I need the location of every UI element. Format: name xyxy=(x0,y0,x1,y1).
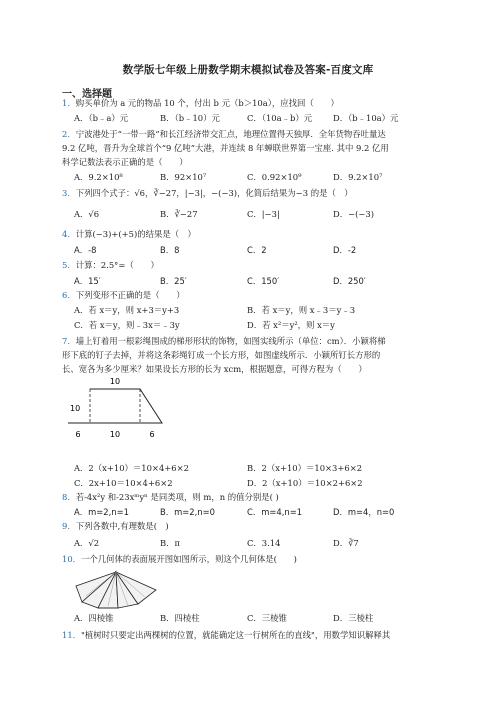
option-a: A．四棱锥 xyxy=(74,613,114,623)
option-d: D．2（x+10）＝10×2+6×2 xyxy=(247,478,363,488)
option-b: B．m=2,n=0 xyxy=(160,507,215,517)
option-c: C．（10a﹣b）元 xyxy=(247,113,313,123)
option-d: D．m=4，n=0 xyxy=(333,507,395,517)
option-b: B．四棱柱 xyxy=(160,613,200,623)
option-c: C．3.14 xyxy=(247,538,281,548)
question-text-line: 墙上钉着用一根彩绳围成的梯形形状的饰物，如图实线所示（单位：cm）．小颖将梯 xyxy=(75,336,386,346)
question-9 xyxy=(62,520,169,532)
math-expression: −(−3) xyxy=(211,188,238,198)
question-number: 5． xyxy=(62,260,76,270)
question-5 xyxy=(62,259,159,271)
option-d: D．∛7 xyxy=(333,538,359,548)
question-number: 9． xyxy=(62,521,76,531)
question-number: 3． xyxy=(62,188,76,198)
option-c: C．2x+10＝10×4+6×2 xyxy=(74,478,173,488)
option-d: D．9.2×10⁷ xyxy=(333,172,383,182)
section-heading: 一、选择题 xyxy=(62,89,112,100)
question-text: "植树时只要定出两棵树的位置，就能确定这一行树所在的直线"，用数学知识解释其 xyxy=(81,630,391,640)
option-c: C．m=4,n=1 xyxy=(247,507,303,517)
question-text: 一个几何体的表面展开图如图所示，则这个几何体是( ) xyxy=(81,554,297,564)
option-a: A．√6 xyxy=(74,209,100,219)
question-number: 4． xyxy=(62,229,76,239)
option-d: D．若 x²＝y²，则 x＝y xyxy=(247,320,335,330)
question-text-line: 长、宽各为多少厘米？如果设长方形的长为 xcm，根据题意，可得方程为（ ） xyxy=(62,364,367,374)
question-number: 11． xyxy=(62,630,82,640)
math-expression: √6 xyxy=(134,188,146,198)
option-b: B．92×10⁷ xyxy=(160,172,207,182)
option-b: B．π xyxy=(160,538,181,548)
option-c: C．|−3| xyxy=(247,209,280,219)
option-d: D．-2 xyxy=(333,245,357,255)
question-text-line: 形下底的钉子去掉，并将这条彩绳钉成一个长方形，如图虚线所示．小颖所钉长方形的 xyxy=(62,350,381,360)
question-10 xyxy=(62,553,297,565)
option-c: C．若 x＝y，则﹣3x＝﹣3y xyxy=(74,320,180,330)
figure-label: 10 xyxy=(70,404,81,413)
question-text: 下列各数中,有理数是( ) xyxy=(75,521,169,531)
option-a: A．m=2,n=1 xyxy=(74,507,129,517)
option-c: C．0.92×10⁹ xyxy=(247,172,302,182)
question-text: 若-4x²y 和-23xᵐyⁿ 是同类项，则 m，n 的值分别是( ) xyxy=(75,492,279,502)
page-title: 数学版七年级上册数学期末模拟试卷及答案-百度文库 xyxy=(122,64,374,76)
option-b: B．2（x+10）＝10×3+6×2 xyxy=(247,463,363,473)
question-number: 7． xyxy=(62,336,76,346)
option-d: D．（b﹣10a）元 xyxy=(333,113,399,123)
question-number: 6． xyxy=(62,290,76,300)
option-a: A．15′ xyxy=(74,276,101,286)
option-b: B．25′ xyxy=(160,276,187,286)
question-text-line: 宁波港处于“一带一路”和长江经济带交汇点，地理位置得天独厚．全年货物吞吐量达 xyxy=(75,129,386,139)
option-a: A．若 x＝y，则 x+3＝y+3 xyxy=(74,305,180,315)
question-text: 下列四个式子： xyxy=(75,188,135,198)
figure-label: 10 xyxy=(109,430,121,439)
question-text-line: 科学记数法表示正确的是（ ） xyxy=(62,157,188,167)
option-b: B．∛−27 xyxy=(160,209,198,219)
question-text: 计算：2.5°=（ ） xyxy=(75,260,159,270)
question-text: 计算(−3)+(+5)的结果是（ ） xyxy=(75,229,196,239)
option-b: B．8 xyxy=(160,245,180,255)
option-c: C．2 xyxy=(247,245,267,255)
question-text-line: 9.2 亿吨，晋升为全球首个“9 亿吨”大港，并连续 8 年蝉联世界第一宝座. 其中 9.2 亿用 xyxy=(62,143,389,153)
question-1 xyxy=(62,97,339,109)
question-number: 2． xyxy=(62,129,76,139)
question-text: 购买单价为 a 元的物品 10 个，付出 b 元（b＞10a），应找回（ ） xyxy=(75,98,339,108)
figure-label: 6 xyxy=(75,430,81,439)
option-c: C．150′ xyxy=(247,276,280,286)
question-number: 1． xyxy=(62,98,76,108)
question-3: 3．下列四个式子：√6，∛−27，|−3|，−(−3)，化简后结果为−3 的是（ ） xyxy=(62,188,353,198)
solid-net-figure xyxy=(72,568,162,610)
question-4 xyxy=(62,228,196,240)
math-expression: |−3| xyxy=(184,188,203,198)
option-b: B．若 x＝y，则 x﹣3＝y﹣3 xyxy=(247,305,356,315)
question-text: 下列变形不正确的是（ ） xyxy=(75,290,185,300)
question-text: ，化简后结果为−3 的是（ ） xyxy=(237,188,353,198)
option-d: D．250′ xyxy=(333,276,366,286)
question-number: 10． xyxy=(62,554,82,564)
option-a: A．（b﹣a）元 xyxy=(74,113,129,123)
trapezoid-figure xyxy=(66,373,186,445)
option-d: D．三棱柱 xyxy=(333,613,374,623)
option-a: A．-8 xyxy=(74,245,97,255)
figure-label: 10 xyxy=(109,377,121,386)
question-8 xyxy=(62,491,279,503)
option-a: A．2（x+10）＝10×4+6×2 xyxy=(74,463,189,473)
question-11 xyxy=(62,629,390,641)
option-a: A．9.2×10⁸ xyxy=(74,172,123,182)
question-number: 8． xyxy=(62,492,76,502)
option-a: A．√2 xyxy=(74,538,100,548)
option-b: B．（b﹣10）元 xyxy=(160,113,220,123)
figure-label: 6 xyxy=(149,430,155,439)
option-c: C．三棱锥 xyxy=(247,613,287,623)
question-2 xyxy=(62,128,386,140)
question-6 xyxy=(62,289,185,301)
math-expression: ∛−27 xyxy=(153,188,177,198)
option-d: D．−(−3) xyxy=(333,209,374,219)
question-7 xyxy=(62,335,386,347)
